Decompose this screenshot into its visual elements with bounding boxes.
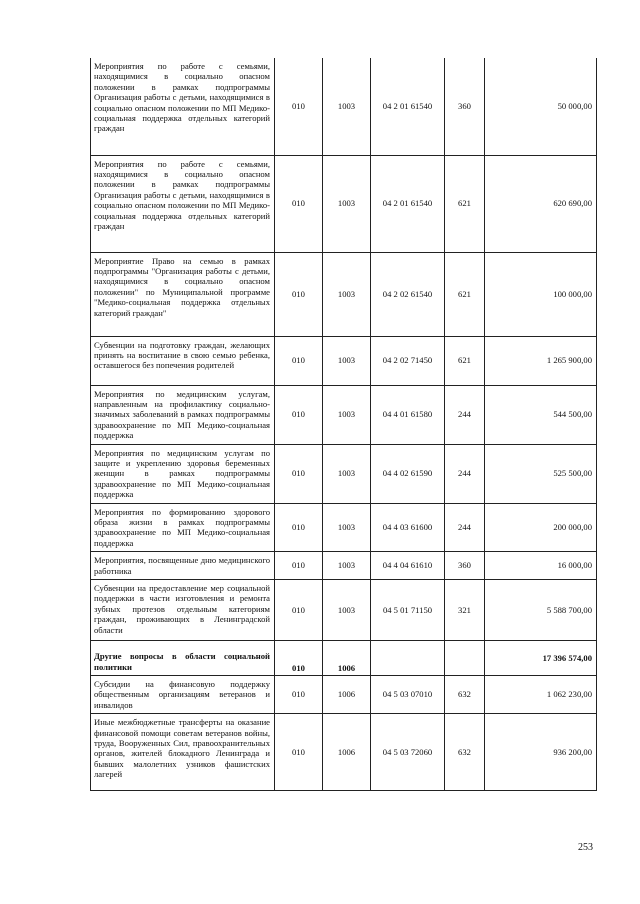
row-expense-type: 360 [445, 58, 485, 155]
row-ved-code: 010 [275, 676, 323, 714]
row-amount: 50 000,00 [485, 58, 597, 155]
row-name: Субсидии на финансовую поддержку общественным организациям ветеранов и инвалидов [91, 676, 275, 714]
row-expense-type: 244 [445, 385, 485, 444]
row-name: Мероприятия по работе с семьями, находящимися в социально опасном положении в рамках подпрограммы Организация работы с детьми, находящимися в социально опасном положении по МП Медико-социальная поддержка отдельных категорий граждан [91, 155, 275, 252]
row-ved-code: 010 [275, 714, 323, 791]
row-expense-type: 621 [445, 252, 485, 336]
table-row [91, 503, 597, 552]
row-ved-code: 010 [275, 503, 323, 552]
row-expense-type: 621 [445, 336, 485, 385]
row-section-code: 1003 [323, 58, 371, 155]
row-section-code: 1003 [323, 503, 371, 552]
row-target-code: 04 5 03 72060 [371, 714, 445, 791]
row-amount: 620 690,00 [485, 155, 597, 252]
row-section-code: 1003 [323, 252, 371, 336]
row-section-code: 1006 [323, 641, 371, 676]
table-row [91, 155, 597, 252]
row-expense-type [445, 641, 485, 676]
budget-table [90, 58, 597, 791]
row-section-code: 1006 [323, 714, 371, 791]
row-ved-code: 010 [275, 641, 323, 676]
row-amount: 100 000,00 [485, 252, 597, 336]
row-ved-code: 010 [275, 444, 323, 503]
row-section-code: 1003 [323, 552, 371, 580]
row-target-code: 04 2 02 61540 [371, 252, 445, 336]
row-name: Субвенции на предоставление мер социальной поддержки в части изготовления и ремонта зубных протезов отдельным категориям граждан, проживающих в Ленинградской области [91, 580, 275, 641]
row-target-code: 04 4 03 61600 [371, 503, 445, 552]
row-expense-type: 244 [445, 503, 485, 552]
row-section-code: 1003 [323, 385, 371, 444]
table-row [91, 444, 597, 503]
row-expense-type: 360 [445, 552, 485, 580]
row-amount: 17 396 574,00 [485, 641, 597, 676]
table-row [91, 714, 597, 791]
row-name: Мероприятия, посвященные дню медицинского работника [91, 552, 275, 580]
row-target-code: 04 5 01 71150 [371, 580, 445, 641]
row-expense-type: 621 [445, 155, 485, 252]
table-row [91, 252, 597, 336]
table-row [91, 58, 597, 155]
table-row [91, 580, 597, 641]
row-amount: 16 000,00 [485, 552, 597, 580]
row-name: Мероприятия по работе с семьями, находящимися в социально опасном положении в рамках подпрограммы Организация работы с детьми, находящимися в социально опасном положении по МП Медико-социальная поддержка отдельных категорий граждан [91, 58, 275, 155]
row-section-code: 1006 [323, 676, 371, 714]
row-ved-code: 010 [275, 385, 323, 444]
row-ved-code: 010 [275, 552, 323, 580]
table-row [91, 336, 597, 385]
row-amount: 1 265 900,00 [485, 336, 597, 385]
table-row [91, 552, 597, 580]
row-name: Иные межбюджетные трансферты на оказание финансовой помощи советам ветеранов войны, труда, Вооруженных Сил, правоохранительных органов, жителей блокадного Ленинграда и бывших малолетних узников фашистских лагерей [91, 714, 275, 791]
row-name: Мероприятия по медицинским услугам, направленным на профилактику социально- значимых заболеваний в рамках подпрограммы здравоохранение по МП Медико-социальная поддержка [91, 385, 275, 444]
row-name: Другие вопросы в области социальной политики [91, 641, 275, 676]
row-ved-code: 010 [275, 252, 323, 336]
page-number: 253 [578, 842, 593, 853]
row-name: Мероприятия по формированию здорового образа жизни в рамках подпрограммы здравоохранение по МП Медико-социальная поддержка [91, 503, 275, 552]
row-target-code: 04 2 01 61540 [371, 58, 445, 155]
row-ved-code: 010 [275, 58, 323, 155]
row-expense-type: 632 [445, 714, 485, 791]
row-target-code [371, 641, 445, 676]
row-expense-type: 632 [445, 676, 485, 714]
row-expense-type: 244 [445, 444, 485, 503]
row-target-code: 04 4 04 61610 [371, 552, 445, 580]
row-target-code: 04 2 01 61540 [371, 155, 445, 252]
table-row [91, 641, 597, 676]
row-section-code: 1003 [323, 580, 371, 641]
row-section-code: 1003 [323, 155, 371, 252]
row-section-code: 1003 [323, 444, 371, 503]
row-target-code: 04 5 03 07010 [371, 676, 445, 714]
row-ved-code: 010 [275, 336, 323, 385]
row-amount: 200 000,00 [485, 503, 597, 552]
row-amount: 5 588 700,00 [485, 580, 597, 641]
row-target-code: 04 2 02 71450 [371, 336, 445, 385]
row-target-code: 04 4 02 61590 [371, 444, 445, 503]
row-target-code: 04 4 01 61580 [371, 385, 445, 444]
row-amount: 1 062 230,00 [485, 676, 597, 714]
row-expense-type: 321 [445, 580, 485, 641]
row-section-code: 1003 [323, 336, 371, 385]
row-ved-code: 010 [275, 155, 323, 252]
row-amount: 544 500,00 [485, 385, 597, 444]
row-ved-code: 010 [275, 580, 323, 641]
row-name: Мероприятие Право на семью в рамках подпрограммы "Организация работы с детьми, находящимися в социально опасном положении" по Муниципальной программе "Медико-социальная поддержка отдельных категорий граждан" [91, 252, 275, 336]
table-row [91, 385, 597, 444]
row-name: Субвенции на подготовку граждан, желающих принять на воспитание в свою семью ребенка, оставшегося без попечения родителей [91, 336, 275, 385]
row-amount: 525 500,00 [485, 444, 597, 503]
row-amount: 936 200,00 [485, 714, 597, 791]
table-row [91, 676, 597, 714]
row-name: Мероприятия по медицинским услугам по защите и укреплению здоровья беременных женщин в рамках подпрограммы здравоохранение по МП Медико-социальная поддержка [91, 444, 275, 503]
